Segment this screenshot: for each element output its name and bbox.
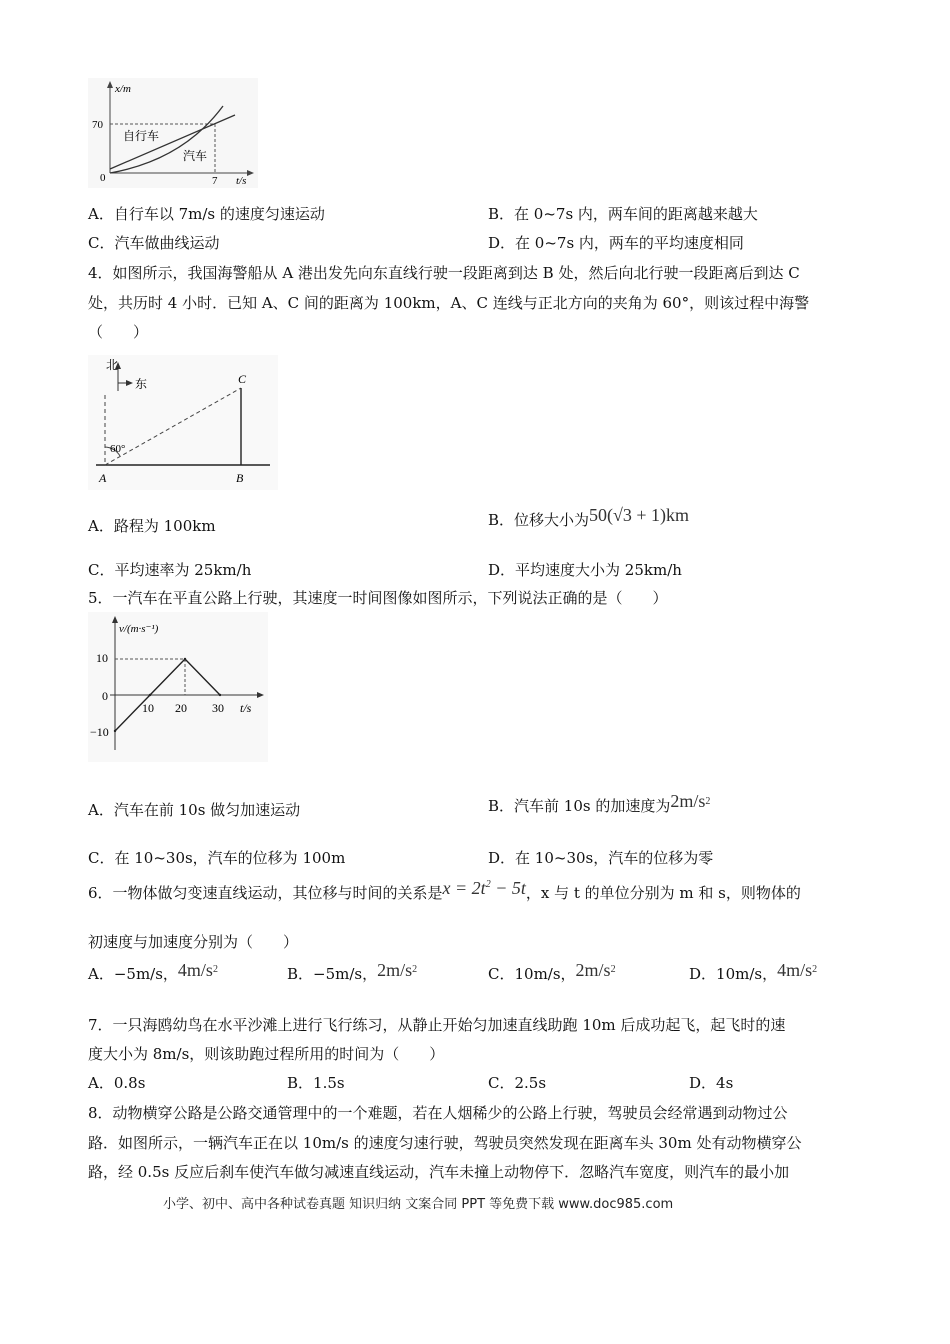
q4-option-b-math: 50(√3 + 1)km (589, 505, 690, 525)
fig1-xlabel: t/s (236, 175, 247, 187)
q6-formula-tail: − 5t (490, 878, 526, 898)
vt-point-2 (184, 658, 186, 660)
vt-ylabel: v/(m·s⁻¹) (119, 623, 159, 635)
q3-option-a: A．自行车以 7m/s 的速度匀速运动 (88, 205, 325, 223)
vt-xtick-10: 10 (142, 701, 154, 715)
q5-option-a: A．汽车在前 10s 做匀加速运动 (88, 801, 301, 819)
q4-option-c: C．平均速率为 25km/h (88, 561, 252, 579)
q5-option-c: C．在 10~30s，汽车的位移为 100m (88, 849, 346, 867)
q6-option-a-text: A．−5m/s， (88, 965, 178, 983)
q6-option-c-text: C．10m/s， (488, 965, 576, 983)
q7-stem-line2: 度大小为 8m/s，则该助跑过程所用的时间为（ ） (88, 1045, 445, 1063)
q6-option-b-math: 2m/s (377, 960, 413, 980)
q4-option-a: A．路程为 100km (88, 517, 216, 535)
q6-option-c-math: 2m/s (575, 960, 611, 980)
fig1-car-label: 汽车 (183, 149, 208, 163)
vt-ytick-neg10: −10 (90, 725, 109, 739)
q3-option-b: B．在 0~7s 内，两车间的距离越来越大 (488, 205, 758, 223)
q7-option-a: A．0.8s (88, 1074, 146, 1092)
q6-formula (443, 878, 526, 898)
q5-option-b (488, 791, 711, 819)
q8-stem-line1: 8．动物横穿公路是公路交通管理中的一个难题，若在人烟稀少的公路上行驶，驾驶员会经常遇到动物过公 (88, 1104, 788, 1122)
q8-stem-line3: 路，经 0.5s 反应后刹车使汽车做匀减速直线运动，汽车未撞上动物停下．忽略汽车宽度，则汽车的最小加 (88, 1163, 790, 1181)
fig1-origin: 0 (100, 172, 106, 184)
q5-option-b-sup: 2 (705, 796, 711, 807)
east-label: 东 (135, 377, 148, 391)
q6-option-d-text: D．10m/s， (689, 965, 778, 983)
q4-option-b (488, 505, 690, 530)
point-b-label: B (236, 471, 244, 485)
q6-option-b (287, 960, 418, 987)
q6-option-b-text: B．−5m/s， (287, 965, 378, 983)
q7-option-c: C．2.5s (488, 1074, 547, 1092)
q6-option-c (488, 960, 616, 987)
q6-option-b-sup: 2 (412, 964, 418, 975)
q6-stem-line1 (88, 878, 801, 906)
angle-label: 60° (110, 443, 126, 455)
q4-stem-line3: （ ） (88, 323, 149, 341)
q5-option-b-text: B．汽车前 10s 的加速度为 (488, 797, 671, 815)
vt-xtick-30: 30 (212, 701, 224, 715)
q6-option-d-sup: 2 (812, 964, 818, 975)
q4-stem-line2: 处，共历时 4 小时．已知 A、C 间的距离为 100km，A、C 连线与正北方向的夹角为 60°，则该过程中海警 (88, 294, 810, 312)
q5-stem: 5．一汽车在平直公路上行驶，其速度一时间图像如图所示，下列说法正确的是（ ） (88, 589, 668, 607)
q6-option-a-sup: 2 (212, 964, 218, 975)
q3-option-c: C．汽车做曲线运动 (88, 234, 220, 252)
fig1-bike-label: 自行车 (123, 129, 160, 143)
vt-point-0 (114, 730, 116, 732)
q6-stem-suffix: ，x 与 t 的单位分别为 m 和 s，则物体的 (525, 884, 801, 902)
q7-stem-line1: 7．一只海鸥幼鸟在水平沙滩上进行飞行练习，从静止开始匀加速直线助跑 10m 后成功起飞，起飞时的速 (88, 1016, 786, 1034)
q7-option-d: D．4s (689, 1074, 734, 1092)
fig1-xtick: 7 (212, 175, 218, 187)
vt-point-1 (149, 694, 151, 696)
q6-option-c-sup: 2 (610, 964, 616, 975)
q6-option-d-math: 4m/s (777, 960, 813, 980)
q5-option-b-math: 2m/s (670, 791, 706, 811)
north-label: 北 (106, 358, 119, 372)
vt-xlabel: t/s (240, 701, 252, 715)
vt-point-3 (219, 694, 221, 696)
figure-ship-route (88, 355, 278, 490)
vt-ytick-10: 10 (96, 651, 108, 665)
q6-option-a (88, 960, 218, 987)
fig1-ytick: 70 (92, 119, 103, 131)
vt-xtick-20: 20 (175, 701, 187, 715)
point-c-label: C (238, 372, 247, 386)
q6-formula-main: x = 2t (442, 878, 486, 898)
figure-vt-graph (88, 612, 268, 762)
q6-formula-sup: 2 (485, 879, 491, 890)
fig1-ylabel: x/m (115, 83, 131, 95)
page-footer: 小学、初中、高中各种试卷真题 知识归纳 文案合同 PPT 等免费下载 www.doc985.com (163, 1197, 674, 1212)
q4-stem-line1: 4．如图所示，我国海警船从 A 港出发先向东直线行驶一段距离到达 B 处，然后向北行驶一段距离后到达 C (88, 264, 800, 282)
q4-option-b-text: B．位移大小为 (488, 511, 590, 529)
q6-option-d (689, 960, 818, 987)
q7-option-b: B．1.5s (287, 1074, 345, 1092)
figure-xt-graph (88, 78, 258, 188)
q4-option-d: D．平均速度大小为 25km/h (488, 561, 682, 579)
point-a-label: A (99, 471, 107, 485)
vt-ytick-0: 0 (102, 689, 108, 703)
q6-stem-line2: 初速度与加速度分别为（ ） (88, 933, 299, 951)
q5-option-d: D．在 10~30s，汽车的位移为零 (488, 849, 714, 867)
q3-option-d: D．在 0~7s 内，两车的平均速度相同 (488, 234, 744, 252)
q8-stem-line2: 路．如图所示，一辆汽车正在以 10m/s 的速度匀速行驶，驾驶员突然发现在距离车头 30m 处有动物横穿公 (88, 1134, 802, 1152)
q6-stem-prefix: 6．一物体做匀变速直线运动，其位移与时间的关系是 (88, 884, 443, 902)
q6-option-a-math: 4m/s (177, 960, 213, 980)
